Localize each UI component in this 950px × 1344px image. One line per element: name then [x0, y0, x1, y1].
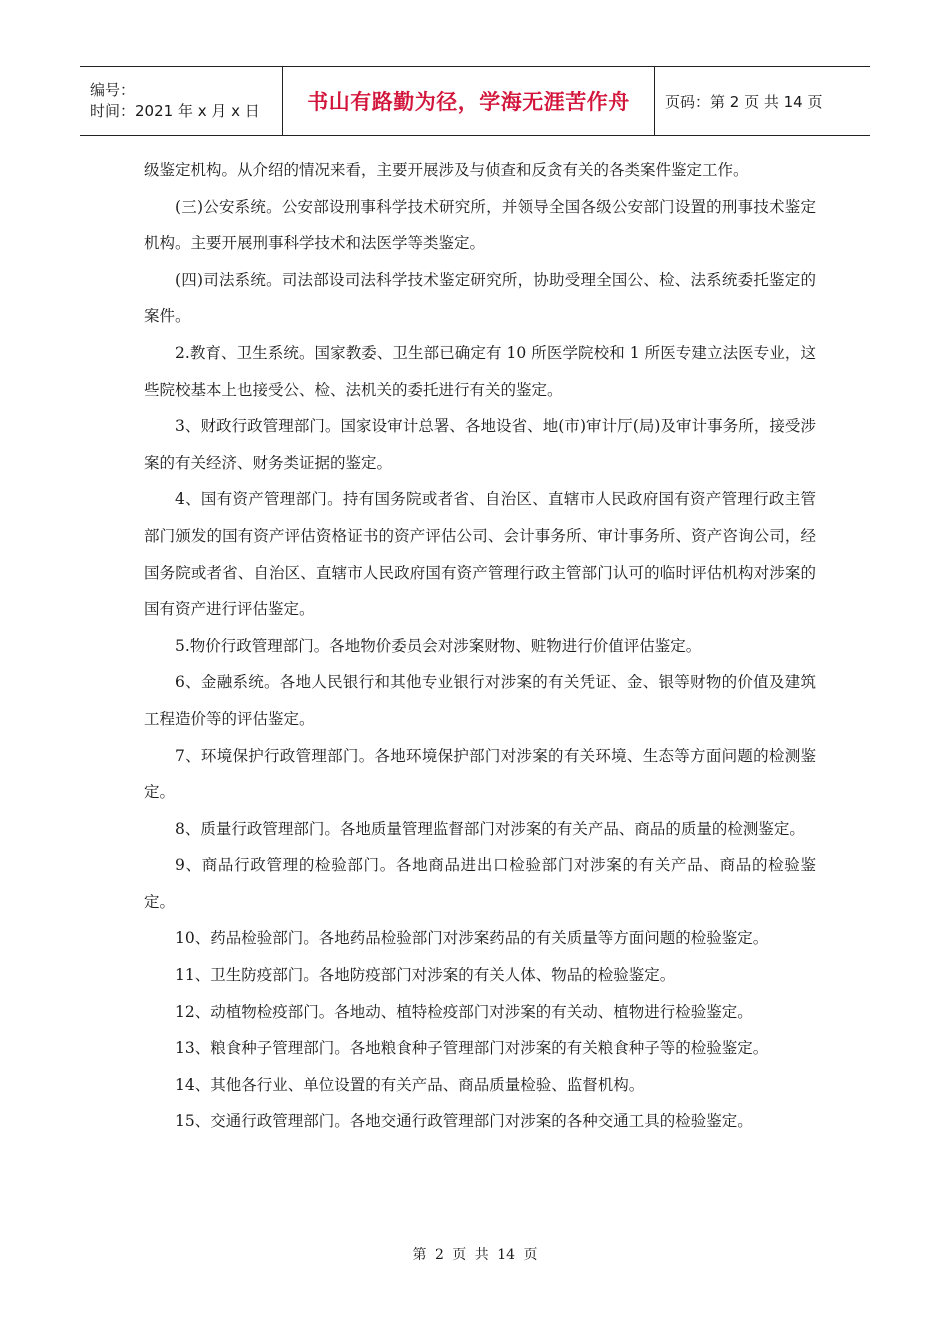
paragraph-public-security: (三)公安系统。公安部设刑事科学技术研究所，并领导全国各级公安部门设置的刑事技术鉴定机构。主要开展刑事科学技术和法医学等类鉴定。 [144, 197, 816, 253]
document-header [80, 66, 870, 136]
document-body [144, 152, 816, 1140]
paragraph-finance: 3、财政行政管理部门。国家设审计总署、各地设省、地(市)审计厅(局)及审计事务所，接受涉案的有关经济、财务类证据的鉴定。 [144, 417, 816, 472]
header-page-info: 页码：第 2 页 共 14 页 [665, 92, 823, 111]
paragraph-quality: 8、质量行政管理部门。各地质量管理监督部门对涉案的有关产品、商品的质量的检测鉴定。 [175, 819, 805, 838]
paragraph-other-industries: 14、其他各行业、单位设置的有关产品、商品质量检验、监督机构。 [175, 1075, 645, 1094]
paragraph-pricing: 5.物价行政管理部门。各地物价委员会对涉案财物、赃物进行价值评估鉴定。 [175, 636, 702, 655]
paragraph-transport: 15、交通行政管理部门。各地交通行政管理部门对涉案的各种交通工具的检验鉴定。 [175, 1112, 753, 1131]
paragraph-epidemic-prevention: 11、卫生防疫部门。各地防疫部门对涉案的有关人体、物品的检验鉴定。 [175, 966, 676, 985]
paragraph-judicial: (四)司法系统。司法部设司法科学技术鉴定研究所，协助受理全国公、检、法系统委托鉴定的案件。 [144, 270, 816, 326]
paragraph-grain-seed: 13、粮食种子管理部门。各地粮食种子管理部门对涉案的有关粮食种子等的检验鉴定。 [175, 1039, 769, 1058]
paragraph-banking: 6、金融系统。各地人民银行和其他专业银行对涉案的有关凭证、金、银等财物的价值及建筑工程造价等的评估鉴定。 [144, 673, 816, 728]
paragraph-quarantine: 12、动植物检疫部门。各地动、植特检疫部门对涉案的有关动、植物进行检验鉴定。 [175, 1002, 753, 1021]
document-time-label: 时间：2021 年 x 月 x 日 [90, 102, 260, 120]
header-page-cell [655, 67, 870, 135]
page-footer: 第 2 页 共 14 页 [412, 1247, 538, 1263]
paragraph-education-health: 2.教育、卫生系统。国家教委、卫生部已确定有 10 所医学院校和 1 所医专建立法医专业，这些院校基本上也接受公、检、法机关的委托进行有关的鉴定。 [144, 343, 816, 399]
paragraph-commodity-inspection: 9、商品行政管理的检验部门。各地商品进出口检验部门对涉案的有关产品、商品的检验鉴定。 [144, 856, 816, 911]
header-meta [80, 67, 282, 135]
paragraph-state-assets: 4、国有资产管理部门。持有国务院或者省、自治区、直辖市人民政府国有资产管理行政主管部门颁发的国有资产评估资格证书的资产评估公司、会计事务所、审计事务所、资产咨询公司，经国务院或者省、自治区、直辖市人民政府国有资产管理行政主管部门认可的临时评估机构对涉案的国有资产进行评估鉴定。 [144, 490, 816, 619]
header-motto-cell [282, 67, 655, 135]
paragraph-drug-inspection: 10、药品检验部门。各地药品检验部门对涉案药品的有关质量等方面问题的检验鉴定。 [175, 929, 769, 948]
document-number-label: 编号： [90, 81, 136, 99]
header-motto: 书山有路勤为径，学海无涯苦作舟 [307, 90, 630, 114]
paragraph-continuation: 级鉴定机构。从介绍的情况来看，主要开展涉及与侦查和反贪有关的各类案件鉴定工作。 [144, 161, 749, 179]
paragraph-environment: 7、环境保护行政管理部门。各地环境保护部门对涉案的有关环境、生态等方面问题的检测鉴定。 [144, 746, 816, 802]
